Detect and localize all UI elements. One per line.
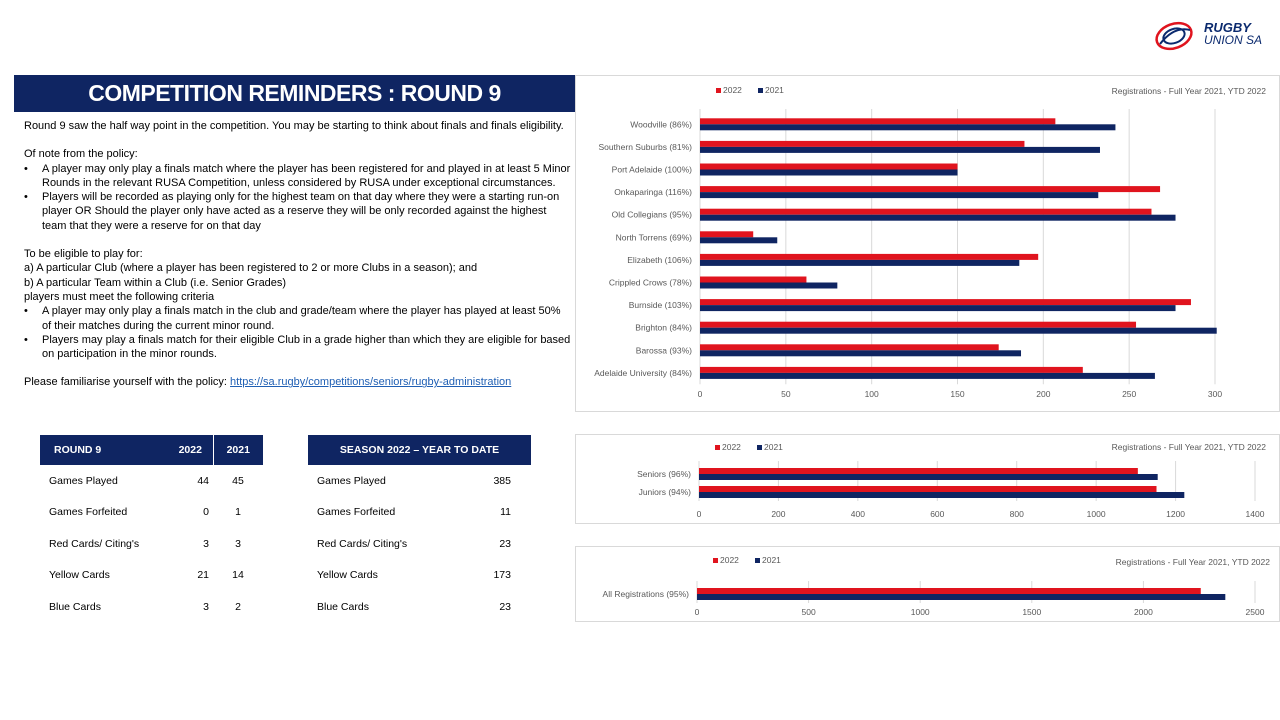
x-tick-label: 600 — [930, 509, 945, 519]
bar-2021 — [700, 283, 837, 289]
table-row — [308, 465, 531, 497]
legend-label: 2021 — [762, 555, 781, 565]
bullet-text: A player may only play a finals match in the club and grade/team where the player has played at least 50% of their matches during the current minor round. — [42, 305, 561, 332]
x-tick-label: 0 — [697, 389, 703, 399]
table-header-row — [40, 435, 263, 465]
bullet-item: • Players will be recorded as playing only for the highest team on that day where they were a starting run-on player OR Should the player only have acted as a reserve they will be only recorded against the highest team that they were a reserve for on that day — [24, 190, 572, 233]
legend-label: 2021 — [765, 85, 784, 95]
legend-label: 2022 — [722, 442, 741, 452]
x-tick-label: 2500 — [1245, 607, 1265, 617]
y-category-label: Woodville (86%) — [630, 119, 692, 130]
legend-label: 2022 — [720, 555, 739, 565]
page-title-banner: COMPETITION REMINDERS : ROUND 9 — [14, 75, 575, 112]
table-row — [308, 528, 531, 560]
legend-swatch — [755, 558, 760, 563]
y-category-label: Old Collegians (95%) — [611, 209, 692, 220]
table-header: ROUND 9 — [40, 435, 168, 465]
table-cell: Blue Cards — [49, 600, 101, 613]
bar-2022 — [700, 186, 1160, 192]
chart-title: Registrations - Full Year 2021, YTD 2022 — [1115, 557, 1270, 567]
bar-2022 — [700, 164, 958, 170]
table-header-row — [308, 435, 531, 465]
bar-2021 — [697, 594, 1225, 600]
x-tick-label: 150 — [950, 389, 965, 399]
logo-line2: UNION SA — [1204, 33, 1263, 47]
y-category-label: Onkaparinga (116%) — [614, 187, 692, 198]
bar-2022 — [700, 299, 1191, 305]
table-cell: 3 — [235, 537, 241, 550]
table-header: SEASON 2022 – YEAR TO DATE — [308, 435, 531, 465]
bar-2021 — [700, 170, 958, 176]
table-cell: Red Cards/ Citing's — [49, 537, 140, 550]
y-category-label: Seniors (96%) — [637, 469, 691, 479]
table-header: 2021 — [213, 435, 263, 465]
table-cell: Games Played — [49, 474, 118, 487]
round-stats-table — [40, 435, 263, 623]
bar-2022 — [700, 209, 1151, 215]
bar-2021 — [700, 147, 1100, 153]
table-cell: Games Played — [317, 474, 386, 487]
eligibility-b: b) A particular Team within a Club (i.e. Senior Grades) — [24, 276, 287, 289]
table-cell: 11 — [500, 506, 511, 519]
bullet-text: Players may play a finals match for their eligible Club in a grade higher than which they are eligible for based on participation in the minor rounds. — [42, 333, 571, 361]
familiarise-line — [24, 375, 572, 389]
bullet-item: • A player may only play a finals match where the player has been registered for and played in at least 5 Minor Rounds in the relevant RUSA Competition, unless considered by RUSA under exceptional circumstances. — [24, 162, 571, 189]
x-tick-label: 300 — [1207, 389, 1223, 399]
bar-2022 — [700, 254, 1038, 260]
table-row — [308, 560, 531, 592]
x-tick-label: 800 — [1009, 509, 1024, 519]
table-header: 2022 — [168, 435, 213, 465]
logo-line1: RUGBY — [1204, 20, 1251, 35]
y-category-label: Adelaide University (84%) — [594, 367, 692, 378]
policy-link[interactable]: https://sa.rugby/competitions/seniors/rugby-administration — [230, 376, 512, 389]
table-row — [40, 591, 263, 623]
table-cell: 3 — [203, 537, 209, 550]
legend-swatch — [758, 88, 763, 93]
bar-2022 — [700, 231, 753, 237]
eligibility-heading: To be eligible to play for: — [24, 248, 143, 261]
bar-2022 — [700, 277, 806, 283]
bar-2021 — [699, 492, 1184, 498]
bar-2021 — [700, 237, 777, 243]
table-cell: 45 — [232, 474, 244, 487]
bar-2021 — [700, 373, 1155, 379]
y-category-label: Barossa (93%) — [635, 345, 692, 356]
table-row — [308, 591, 531, 623]
x-tick-label: 1000 — [1086, 509, 1106, 519]
familiarise-text: Please familiarise yourself with the policy: — [24, 376, 231, 389]
table-cell: 44 — [197, 474, 209, 487]
bar-2021 — [699, 474, 1158, 480]
bar-2021 — [700, 305, 1176, 311]
y-category-label: North Torrens (69%) — [615, 232, 692, 243]
seniors-juniors-chart — [576, 435, 1279, 523]
bullet-text: A player may only play a finals match where the player has been registered for and played in at least 5 Minor Rounds in the relevant RUSA Competition, unless considered by RUSA under exceptional circumstances. — [42, 162, 571, 189]
x-tick-label: 2000 — [1133, 607, 1153, 617]
table-row — [40, 497, 263, 529]
y-category-label: Elizabeth (106%) — [627, 254, 692, 265]
seniors-juniors-chart-box — [575, 434, 1280, 524]
table-cell: 1 — [235, 506, 241, 519]
x-tick-label: 250 — [1122, 389, 1137, 399]
policy-text — [24, 119, 572, 390]
table-cell: 23 — [499, 600, 511, 613]
y-category-label: Juniors (94%) — [638, 487, 691, 497]
table-row — [40, 465, 263, 497]
table-cell: 2 — [235, 600, 241, 613]
table-cell: Red Cards/ Citing's — [317, 537, 408, 550]
bar-2022 — [700, 141, 1024, 147]
x-tick-label: 0 — [694, 607, 700, 617]
bullet-item: • Players may play a finals match for their eligible Club in a grade higher than which they are eligible for based on participation in the minor rounds. — [24, 333, 571, 361]
bar-2022 — [700, 367, 1083, 373]
legend-swatch — [713, 558, 718, 563]
bar-2021 — [700, 350, 1021, 356]
x-tick-label: 1000 — [910, 607, 930, 617]
legend-swatch — [757, 445, 762, 450]
legend-swatch — [715, 445, 720, 450]
criteria-text: players must meet the following criteria — [24, 290, 215, 303]
y-category-label: Port Adelaide (100%) — [611, 164, 692, 175]
bar-2022 — [699, 486, 1157, 492]
x-tick-label: 500 — [801, 607, 816, 617]
table-cell: 0 — [203, 506, 209, 519]
intro-paragraph: Round 9 saw the half way point in the competition. You may be starting to think about finals and finals eligibility. — [24, 120, 564, 132]
bar-2021 — [700, 215, 1176, 221]
table-cell: Games Forfeited — [49, 506, 128, 519]
x-tick-label: 200 — [771, 509, 786, 519]
bar-2021 — [700, 192, 1098, 198]
table-cell: Games Forfeited — [317, 506, 396, 519]
table-row — [40, 528, 263, 560]
all-registrations-chart-box — [575, 546, 1280, 622]
chart-title: Registrations - Full Year 2021, YTD 2022 — [1111, 442, 1266, 452]
bar-2022 — [699, 468, 1138, 474]
y-category-label: Brighton (84%) — [635, 322, 692, 333]
y-category-label: All Registrations (95%) — [602, 589, 689, 599]
bar-2022 — [697, 588, 1201, 594]
x-tick-label: 1500 — [1022, 607, 1042, 617]
bar-2021 — [700, 124, 1115, 130]
table-cell: Yellow Cards — [49, 569, 110, 582]
bar-2022 — [700, 344, 999, 350]
clubs-registration-chart-box — [575, 75, 1280, 412]
eligibility-a: a) A particular Club (where a player has been registered to 2 or more Clubs in a season); and — [24, 262, 478, 275]
all-registrations-chart — [576, 547, 1279, 621]
bar-2021 — [700, 328, 1217, 334]
table-cell: 14 — [232, 569, 244, 582]
legend-swatch — [716, 88, 721, 93]
bar-2021 — [700, 260, 1019, 266]
y-category-label: Burnside (103%) — [628, 300, 692, 311]
logo-text — [1204, 22, 1262, 46]
bar-2022 — [700, 118, 1055, 124]
table-cell: 23 — [499, 537, 511, 550]
table-cell: Blue Cards — [317, 600, 369, 613]
legend-label: 2022 — [723, 85, 742, 95]
x-tick-label: 0 — [696, 509, 702, 519]
x-tick-label: 1400 — [1245, 509, 1265, 519]
legend-label: 2021 — [764, 442, 783, 452]
x-tick-label: 200 — [1036, 389, 1051, 399]
table-row — [308, 497, 531, 529]
x-tick-label: 100 — [864, 389, 879, 399]
x-tick-label: 1200 — [1166, 509, 1186, 519]
bullet-text: Players will be recorded as playing only for the highest team on that day where they were a starting run-on player OR Should the player only have acted as a reserve they will be only recorded against the highest team that they were a reserve for on that day — [42, 191, 560, 232]
table-cell: 173 — [493, 569, 511, 582]
bullet-item: • A player may only play a finals match in the club and grade/team where the player has played at least 50% of their matches during the current minor round. — [24, 304, 572, 333]
table-row — [40, 560, 263, 592]
table-cell: 3 — [203, 600, 209, 613]
table-cell: Yellow Cards — [317, 569, 378, 582]
note-heading: Of note from the policy: — [24, 148, 138, 161]
x-tick-label: 50 — [781, 389, 791, 399]
clubs-registration-chart — [576, 76, 1279, 411]
y-category-label: Southern Suburbs (81%) — [598, 141, 692, 152]
season-stats-table — [308, 435, 531, 623]
table-cell: 21 — [197, 569, 209, 582]
x-tick-label: 400 — [850, 509, 865, 519]
chart-title: Registrations - Full Year 2021, YTD 2022 — [1111, 86, 1266, 96]
table-cell: 385 — [493, 474, 511, 487]
bar-2022 — [700, 322, 1136, 328]
y-category-label: Crippled Crows (78%) — [608, 277, 692, 288]
